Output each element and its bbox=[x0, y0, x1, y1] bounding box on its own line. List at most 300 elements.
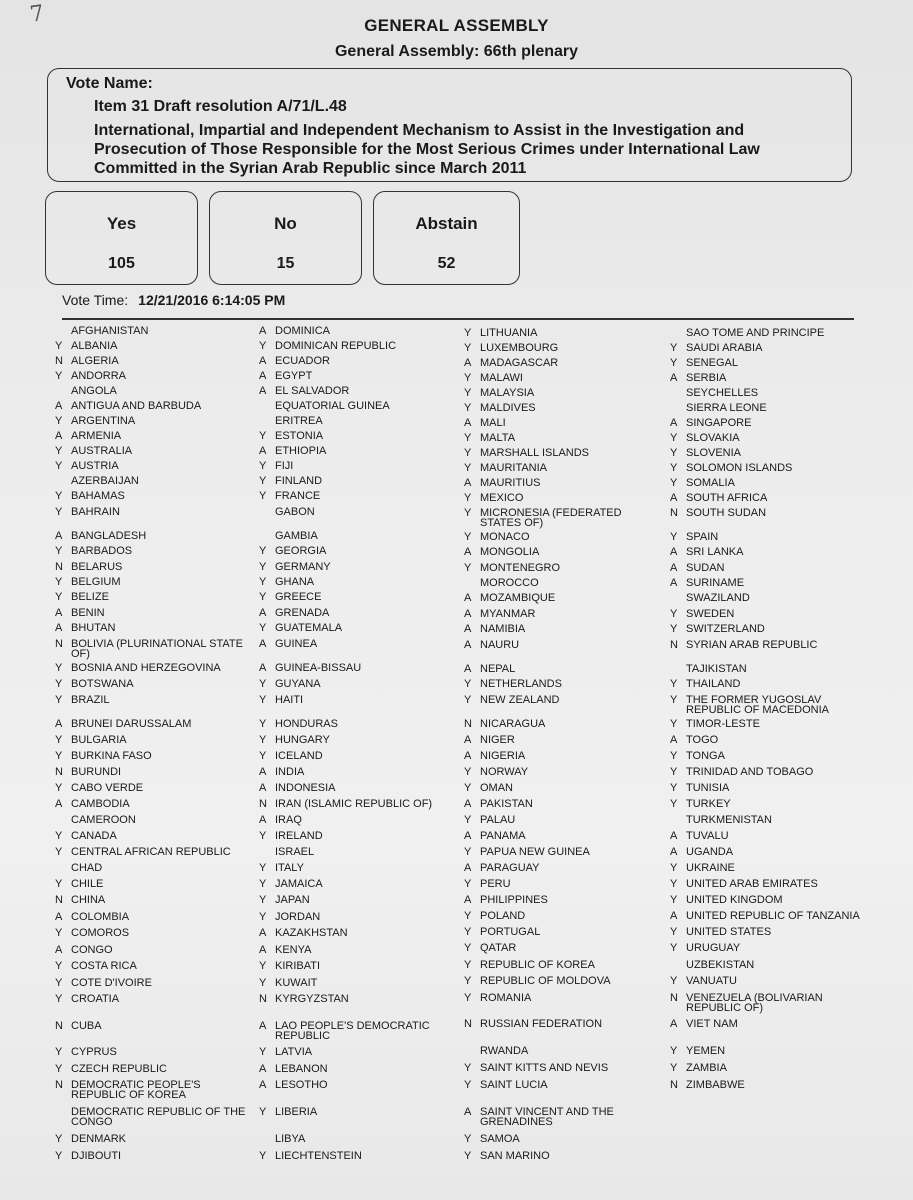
country-name: BRAZIL bbox=[71, 694, 110, 706]
country-name: MONACO bbox=[480, 531, 530, 543]
vote-code: A bbox=[259, 1020, 267, 1032]
country-name: DJIBOUTI bbox=[71, 1150, 122, 1162]
vote-code: Y bbox=[670, 894, 678, 906]
country-name: ETHIOPIA bbox=[275, 445, 327, 457]
country-name: LIECHTENSTEIN bbox=[275, 1150, 362, 1162]
vote-code: Y bbox=[259, 1046, 267, 1058]
tally-no-box bbox=[209, 191, 362, 285]
country-name: VANUATU bbox=[686, 975, 737, 987]
country-name: ROMANIA bbox=[480, 992, 532, 1004]
country-name: ARMENIA bbox=[71, 430, 122, 442]
vote-code: A bbox=[259, 944, 267, 956]
vote-code: N bbox=[55, 766, 63, 778]
country-name: IRELAND bbox=[275, 830, 323, 842]
vote-code: N bbox=[55, 638, 63, 650]
country-name: DEMOCRATIC REPUBLIC OF THE CONGO bbox=[71, 1106, 246, 1128]
country-name: ANGOLA bbox=[71, 385, 117, 397]
vote-code: A bbox=[464, 894, 472, 906]
country-name: EL SALVADOR bbox=[275, 385, 350, 397]
vote-code: Y bbox=[670, 718, 678, 730]
country-name: MALAWI bbox=[480, 372, 523, 384]
country-name: FRANCE bbox=[275, 490, 321, 502]
tally-yes-count: 105 bbox=[108, 255, 135, 272]
country-name: PAKISTAN bbox=[480, 798, 533, 810]
vote-code: Y bbox=[55, 490, 63, 502]
vote-code: Y bbox=[464, 910, 472, 922]
country-name: ECUADOR bbox=[275, 355, 331, 367]
country-name: HONDURAS bbox=[275, 718, 338, 730]
vote-code: Y bbox=[55, 750, 63, 762]
handwritten-page-mark: 7 bbox=[28, 1, 46, 28]
country-name: NETHERLANDS bbox=[480, 678, 562, 690]
country-name: GUINEA-BISSAU bbox=[275, 662, 362, 674]
country-name: PARAGUAY bbox=[480, 862, 540, 874]
vote-code: Y bbox=[259, 460, 267, 472]
country-name: TIMOR-LESTE bbox=[686, 718, 760, 730]
vote-code: Y bbox=[464, 507, 472, 519]
country-name: CENTRAL AFRICAN REPUBLIC bbox=[71, 846, 231, 858]
country-name: SWEDEN bbox=[686, 608, 735, 620]
country-name: ALGERIA bbox=[71, 355, 119, 367]
vote-code: Y bbox=[464, 926, 472, 938]
vote-code: Y bbox=[55, 506, 63, 518]
tally-yes-label: Yes bbox=[106, 214, 137, 233]
vote-code: A bbox=[259, 927, 267, 939]
vote-code: Y bbox=[464, 402, 472, 414]
vote-code: Y bbox=[464, 694, 472, 706]
vote-code: Y bbox=[464, 942, 472, 954]
vote-code: Y bbox=[464, 975, 472, 987]
country-name: SLOVENIA bbox=[686, 447, 742, 459]
country-name: ANTIGUA AND BARBUDA bbox=[71, 400, 202, 412]
country-name: CHINA bbox=[71, 894, 106, 906]
vote-code: Y bbox=[464, 992, 472, 1004]
vote-code: Y bbox=[55, 545, 63, 557]
vote-code: A bbox=[670, 846, 678, 858]
country-name: VIET NAM bbox=[686, 1018, 738, 1030]
vote-code: A bbox=[259, 325, 267, 337]
vote-code: Y bbox=[55, 927, 63, 939]
country-name: MONGOLIA bbox=[480, 546, 540, 558]
vote-code: Y bbox=[55, 782, 63, 794]
vote-code: Y bbox=[55, 993, 63, 1005]
vote-code: Y bbox=[55, 878, 63, 890]
vote-code: Y bbox=[670, 766, 678, 778]
vote-code: A bbox=[464, 830, 472, 842]
vote-code: Y bbox=[55, 662, 63, 674]
country-name: BOSNIA AND HERZEGOVINA bbox=[71, 662, 221, 674]
country-name: BELIZE bbox=[71, 591, 109, 603]
vote-code: Y bbox=[464, 387, 472, 399]
vote-code: A bbox=[55, 430, 63, 442]
country-name: RUSSIAN FEDERATION bbox=[480, 1018, 603, 1030]
country-name: KAZAKHSTAN bbox=[275, 927, 348, 939]
country-name: CAMEROON bbox=[71, 814, 136, 826]
country-name: SWAZILAND bbox=[686, 592, 750, 604]
vote-code: Y bbox=[259, 1106, 267, 1118]
vote-code: Y bbox=[259, 718, 267, 730]
country-name: REPUBLIC OF MOLDOVA bbox=[480, 975, 611, 987]
country-name: CROATIA bbox=[71, 993, 120, 1005]
vote-code: Y bbox=[55, 1150, 63, 1162]
vote-code: N bbox=[55, 355, 63, 367]
vote-code: Y bbox=[464, 782, 472, 794]
vote-description-line-2: Prosecution of Those Responsible for the Most Serious Crimes under International Law bbox=[94, 141, 760, 158]
country-name: COSTA RICA bbox=[71, 960, 137, 972]
country-name: CONGO bbox=[71, 944, 113, 956]
country-name: REPUBLIC OF KOREA bbox=[480, 959, 595, 971]
vote-code: Y bbox=[259, 490, 267, 502]
vote-description-line-1: International, Impartial and Independent Mechanism to Assist in the Investigation and bbox=[94, 122, 745, 139]
vote-code: Y bbox=[259, 576, 267, 588]
country-name: MOZAMBIQUE bbox=[480, 592, 556, 604]
country-name: SAINT LUCIA bbox=[480, 1079, 548, 1091]
country-name: COMOROS bbox=[71, 927, 130, 939]
country-name: BENIN bbox=[71, 607, 105, 619]
country-name: ESTONIA bbox=[275, 430, 324, 442]
vote-code: A bbox=[55, 622, 63, 634]
vote-code: Y bbox=[259, 1150, 267, 1162]
country-name: LIBERIA bbox=[275, 1106, 318, 1118]
country-name: UNITED KINGDOM bbox=[686, 894, 783, 906]
country-name: TAJIKISTAN bbox=[686, 663, 747, 675]
country-name: MAURITIUS bbox=[480, 477, 541, 489]
tally-abstain-label: Abstain bbox=[415, 214, 478, 233]
country-name: CYPRUS bbox=[71, 1046, 117, 1058]
vote-code: Y bbox=[464, 1150, 472, 1162]
country-name: SWITZERLAND bbox=[686, 623, 765, 635]
vote-code: A bbox=[259, 766, 267, 778]
vote-code: Y bbox=[55, 1063, 63, 1075]
country-name: MALI bbox=[480, 417, 506, 429]
country-name: MOROCCO bbox=[480, 577, 539, 589]
country-name: DOMINICAN REPUBLIC bbox=[275, 340, 397, 352]
country-name: LEBANON bbox=[275, 1063, 328, 1075]
country-name: THE FORMER YUGOSLAV REPUBLIC OF MACEDONIA bbox=[686, 694, 830, 716]
country-name: SERBIA bbox=[686, 372, 727, 384]
vote-code: Y bbox=[670, 798, 678, 810]
country-name: CZECH REPUBLIC bbox=[71, 1063, 167, 1075]
country-name: PERU bbox=[480, 878, 511, 890]
country-name: IRAN (ISLAMIC REPUBLIC OF) bbox=[275, 798, 433, 810]
country-name: ERITREA bbox=[275, 415, 323, 427]
vote-code: Y bbox=[670, 357, 678, 369]
vote-code: Y bbox=[670, 926, 678, 938]
country-name: VENEZUELA (BOLIVARIAN REPUBLIC OF) bbox=[686, 992, 823, 1014]
vote-code: Y bbox=[55, 340, 63, 352]
country-name: AFGHANISTAN bbox=[71, 325, 149, 337]
vote-code: Y bbox=[259, 678, 267, 690]
country-name: BURKINA FASO bbox=[71, 750, 152, 762]
vote-code: Y bbox=[55, 460, 63, 472]
country-name: PAPUA NEW GUINEA bbox=[480, 846, 590, 858]
country-name: URUGUAY bbox=[686, 942, 741, 954]
vote-code: A bbox=[259, 445, 267, 457]
country-name: GUYANA bbox=[275, 678, 321, 690]
vote-code: A bbox=[670, 417, 678, 429]
country-name: MALTA bbox=[480, 432, 516, 444]
vote-code: N bbox=[55, 561, 63, 573]
vote-code: A bbox=[55, 911, 63, 923]
country-name: SINGAPORE bbox=[686, 417, 752, 429]
country-name: KYRGYZSTAN bbox=[275, 993, 349, 1005]
vote-code: Y bbox=[259, 911, 267, 923]
vote-code: Y bbox=[259, 694, 267, 706]
country-name: MALDIVES bbox=[480, 402, 536, 414]
country-name: GHANA bbox=[275, 576, 315, 588]
vote-code: Y bbox=[464, 766, 472, 778]
vote-code: Y bbox=[55, 846, 63, 858]
vote-code: Y bbox=[670, 1045, 678, 1057]
vote-code: A bbox=[464, 798, 472, 810]
country-name: NAURU bbox=[480, 639, 520, 651]
tally-yes-box bbox=[45, 191, 198, 285]
vote-code: Y bbox=[464, 462, 472, 474]
country-name: GERMANY bbox=[275, 561, 331, 573]
tally-abstain-box bbox=[373, 191, 520, 285]
vote-code: A bbox=[464, 663, 472, 675]
vote-code: Y bbox=[464, 327, 472, 339]
country-name: TONGA bbox=[686, 750, 725, 762]
vote-code: Y bbox=[259, 862, 267, 874]
vote-code: Y bbox=[259, 430, 267, 442]
country-name: BOTSWANA bbox=[71, 678, 134, 690]
vote-code: Y bbox=[259, 622, 267, 634]
country-name: NAMIBIA bbox=[480, 623, 526, 635]
vote-code: A bbox=[464, 639, 472, 651]
vote-code: A bbox=[259, 638, 267, 650]
vote-code: Y bbox=[464, 447, 472, 459]
country-name: SIERRA LEONE bbox=[686, 402, 767, 414]
vote-code: Y bbox=[464, 1062, 472, 1074]
vote-code: Y bbox=[670, 462, 678, 474]
vote-item: Item 31 Draft resolution A/71/L.48 bbox=[94, 98, 347, 115]
vote-code: Y bbox=[464, 878, 472, 890]
country-name: BELGIUM bbox=[71, 576, 121, 588]
country-name: AUSTRALIA bbox=[71, 445, 133, 457]
vote-code: Y bbox=[670, 942, 678, 954]
country-name: KIRIBATI bbox=[275, 960, 321, 972]
country-name: CAMBODIA bbox=[71, 798, 130, 810]
vote-code: A bbox=[670, 1018, 678, 1030]
country-name: QATAR bbox=[480, 942, 517, 954]
vote-code: Y bbox=[464, 1133, 472, 1145]
country-name: NIGER bbox=[480, 734, 515, 746]
country-name: SURINAME bbox=[686, 577, 745, 589]
country-name: SEYCHELLES bbox=[686, 387, 759, 399]
country-name: DOMINICA bbox=[275, 325, 330, 337]
country-name: GEORGIA bbox=[275, 545, 327, 557]
vote-code: N bbox=[259, 798, 267, 810]
vote-code: N bbox=[464, 718, 472, 730]
country-name: MALAYSIA bbox=[480, 387, 535, 399]
country-name: GREECE bbox=[275, 591, 322, 603]
vote-code: A bbox=[55, 400, 63, 412]
vote-code: Y bbox=[55, 370, 63, 382]
country-name: TUNISIA bbox=[686, 782, 730, 794]
country-name: BURUNDI bbox=[71, 766, 122, 778]
country-name: SPAIN bbox=[686, 531, 719, 543]
country-name: CHAD bbox=[71, 862, 103, 874]
vote-code: A bbox=[464, 862, 472, 874]
country-name: GABON bbox=[275, 506, 315, 518]
country-name: JAMAICA bbox=[275, 878, 323, 890]
country-name: AUSTRIA bbox=[71, 460, 119, 472]
country-name: UGANDA bbox=[686, 846, 734, 858]
vote-code: Y bbox=[670, 694, 678, 706]
vote-code: Y bbox=[259, 340, 267, 352]
vote-code: Y bbox=[259, 591, 267, 603]
vote-code: A bbox=[464, 608, 472, 620]
country-name: SAO TOME AND PRINCIPE bbox=[686, 327, 825, 339]
country-name: LUXEMBOURG bbox=[480, 342, 559, 354]
country-name: SLOVAKIA bbox=[686, 432, 740, 444]
vote-code: Y bbox=[670, 623, 678, 635]
vote-code: A bbox=[55, 607, 63, 619]
tally-no-count: 15 bbox=[276, 255, 295, 272]
country-name: LITHUANIA bbox=[480, 327, 538, 339]
vote-code: Y bbox=[670, 678, 678, 690]
vote-time-label: Vote Time: bbox=[62, 292, 129, 308]
country-name: GUATEMALA bbox=[275, 622, 343, 634]
country-name: FIJI bbox=[275, 460, 294, 472]
country-name: ICELAND bbox=[275, 750, 323, 762]
page-title: GENERAL ASSEMBLY bbox=[364, 16, 549, 35]
country-name: UZBEKISTAN bbox=[686, 959, 755, 971]
vote-code: Y bbox=[670, 447, 678, 459]
country-name: BAHRAIN bbox=[71, 506, 120, 518]
vote-code: Y bbox=[670, 342, 678, 354]
country-name: JAPAN bbox=[275, 894, 310, 906]
country-name: SAUDI ARABIA bbox=[686, 342, 763, 354]
country-name: GUINEA bbox=[275, 638, 318, 650]
vote-code: N bbox=[259, 993, 267, 1005]
country-name: SYRIAN ARAB REPUBLIC bbox=[686, 639, 818, 651]
vote-code: A bbox=[259, 355, 267, 367]
country-name: COTE D'IVOIRE bbox=[71, 977, 152, 989]
country-name: OMAN bbox=[480, 782, 513, 794]
vote-code: Y bbox=[259, 960, 267, 972]
vote-code: Y bbox=[670, 975, 678, 987]
country-name: TRINIDAD AND TOBAGO bbox=[686, 766, 814, 778]
country-name: EGYPT bbox=[275, 370, 313, 382]
country-name: KUWAIT bbox=[275, 977, 318, 989]
vote-code: Y bbox=[670, 477, 678, 489]
vote-code: N bbox=[670, 1079, 678, 1091]
country-name: COLOMBIA bbox=[71, 911, 130, 923]
country-name: MADAGASCAR bbox=[480, 357, 559, 369]
vote-code: A bbox=[464, 592, 472, 604]
vote-code: A bbox=[259, 607, 267, 619]
vote-code: Y bbox=[670, 531, 678, 543]
vote-code: A bbox=[670, 372, 678, 384]
vote-code: Y bbox=[55, 415, 63, 427]
vote-code: Y bbox=[259, 561, 267, 573]
country-name: NEPAL bbox=[480, 663, 516, 675]
vote-code: Y bbox=[464, 846, 472, 858]
vote-code: N bbox=[55, 1079, 63, 1091]
country-name: BANGLADESH bbox=[71, 530, 147, 542]
vote-code: Y bbox=[55, 1046, 63, 1058]
country-name: ANDORRA bbox=[71, 370, 127, 382]
country-name: PHILIPPINES bbox=[480, 894, 548, 906]
vote-code: N bbox=[670, 639, 678, 651]
country-name: SOMALIA bbox=[686, 477, 735, 489]
country-name: BELARUS bbox=[71, 561, 123, 573]
vote-code: A bbox=[259, 385, 267, 397]
vote-code: N bbox=[670, 992, 678, 1004]
vote-code: A bbox=[464, 546, 472, 558]
vote-code: Y bbox=[464, 531, 472, 543]
country-name: SAN MARINO bbox=[480, 1150, 550, 1162]
country-name: NICARAGUA bbox=[480, 718, 546, 730]
vote-code: A bbox=[464, 357, 472, 369]
vote-code: A bbox=[55, 944, 63, 956]
country-name: SAMOA bbox=[480, 1133, 520, 1145]
vote-code: Y bbox=[464, 678, 472, 690]
vote-code: N bbox=[55, 894, 63, 906]
vote-code: Y bbox=[55, 445, 63, 457]
country-name: INDONESIA bbox=[275, 782, 336, 794]
country-name: ISRAEL bbox=[275, 846, 315, 858]
country-name: SOLOMON ISLANDS bbox=[686, 462, 793, 474]
vote-code: Y bbox=[55, 830, 63, 842]
country-name: SRI LANKA bbox=[686, 546, 744, 558]
vote-code: Y bbox=[55, 1133, 63, 1145]
country-name: SOUTH SUDAN bbox=[686, 507, 767, 519]
country-name: MONTENEGRO bbox=[480, 562, 561, 574]
vote-code: Y bbox=[259, 750, 267, 762]
vote-code: Y bbox=[55, 576, 63, 588]
vote-code: A bbox=[670, 910, 678, 922]
vote-code: A bbox=[464, 750, 472, 762]
vote-time-value: 12/21/2016 6:14:05 PM bbox=[138, 292, 286, 308]
vote-code: Y bbox=[259, 894, 267, 906]
country-name: UNITED ARAB EMIRATES bbox=[686, 878, 818, 890]
country-name: MICRONESIA (FEDERATED STATES OF) bbox=[480, 507, 622, 529]
vote-code: Y bbox=[259, 977, 267, 989]
vote-code: Y bbox=[464, 959, 472, 971]
vote-name-label: Vote Name: bbox=[66, 75, 153, 92]
country-name: SENEGAL bbox=[686, 357, 738, 369]
vote-code: A bbox=[464, 623, 472, 635]
country-name: ALBANIA bbox=[71, 340, 118, 352]
vote-code: Y bbox=[464, 814, 472, 826]
vote-code: Y bbox=[55, 591, 63, 603]
vote-time bbox=[62, 292, 285, 308]
country-name: HUNGARY bbox=[275, 734, 330, 746]
vote-code: Y bbox=[259, 830, 267, 842]
vote-code: Y bbox=[670, 862, 678, 874]
country-name: TURKEY bbox=[686, 798, 731, 810]
vote-code: A bbox=[259, 1063, 267, 1075]
country-name: SAINT KITTS AND NEVIS bbox=[480, 1062, 609, 1074]
vote-code: Y bbox=[55, 960, 63, 972]
country-name: PANAMA bbox=[480, 830, 526, 842]
country-name: EQUATORIAL GUINEA bbox=[275, 400, 390, 412]
vote-code: Y bbox=[464, 492, 472, 504]
vote-code: Y bbox=[670, 750, 678, 762]
vote-code: A bbox=[259, 662, 267, 674]
country-name: LESOTHO bbox=[275, 1079, 328, 1091]
country-name: PORTUGAL bbox=[480, 926, 541, 938]
country-name: IRAQ bbox=[275, 814, 302, 826]
country-name: INDIA bbox=[275, 766, 305, 778]
vote-code: A bbox=[55, 530, 63, 542]
vote-name-box bbox=[47, 68, 852, 182]
vote-code: N bbox=[464, 1018, 472, 1030]
vote-code: Y bbox=[670, 1062, 678, 1074]
